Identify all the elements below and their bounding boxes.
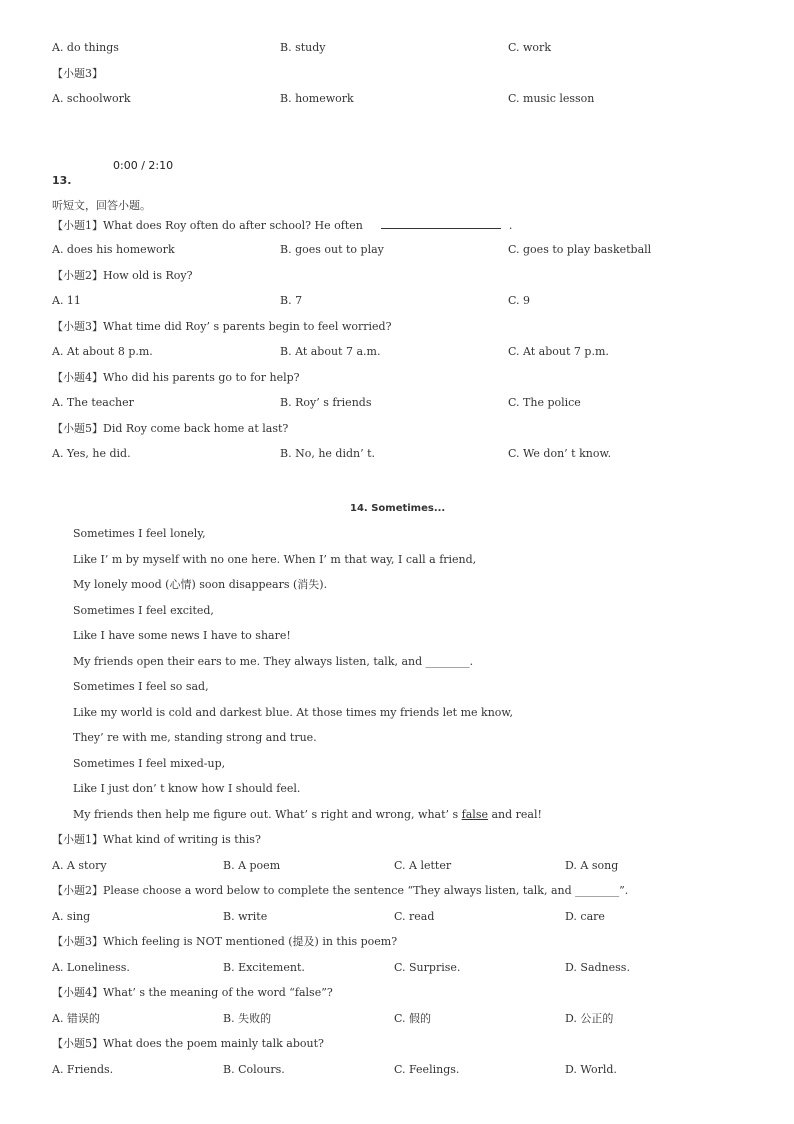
subquestion-label: 【小题5】 (52, 422, 103, 435)
subquestion-label: 【小题5】 (52, 1037, 103, 1050)
option-b: B. write (223, 910, 268, 923)
option-c: C. read (394, 910, 435, 923)
option-c: C. The police (508, 396, 581, 409)
subquestion-label: 【小题3】 (52, 320, 103, 333)
poem-line: Like I just don’ t know how I should feel. (73, 782, 301, 795)
option-d: D. World. (565, 1063, 617, 1076)
option-b: B. goes out to play (280, 243, 384, 256)
option-c: C. A letter (394, 859, 452, 872)
option-a: A. sing (52, 910, 91, 923)
poem-line: Sometimes I feel lonely, (73, 527, 206, 540)
option-b: B. homework (280, 92, 354, 105)
poem-line: Sometimes I feel excited, (73, 603, 214, 617)
option-a: A. 错误的 (52, 1012, 100, 1025)
subquestion (52, 320, 391, 334)
question-title: 14. Sometimes... (350, 503, 446, 514)
poem-line: They’ re with me, standing strong and true. (73, 731, 317, 744)
subquestion (52, 218, 512, 233)
subquestion (52, 371, 300, 385)
poem-line: Sometimes I feel mixed-up, (73, 756, 226, 770)
option-c: C. 假的 (394, 1012, 432, 1025)
subquestion-label: 【小题4】 (52, 986, 103, 999)
subquestion-text: Which feeling is NOT mentioned (提及) in this poem? (103, 935, 398, 948)
underlined-word: false (461, 808, 488, 821)
poem-line: Like I have some news I have to share! (73, 629, 291, 642)
option-b: B. study (280, 41, 326, 54)
option-b: B. No, he didn’ t. (280, 447, 376, 460)
subquestion-text: What does the poem mainly talk about? (103, 1037, 324, 1050)
poem-line: My friends open their ears to me. They always listen, talk, and ________. (73, 654, 474, 668)
option-d: D. A song (565, 859, 619, 872)
answer-blank (381, 218, 501, 229)
subquestion-text: What kind of writing is this? (103, 833, 261, 846)
option-a: A. At about 8 p.m. (52, 345, 153, 358)
option-b: B. Colours. (223, 1063, 285, 1076)
option-c: C. work (508, 41, 551, 54)
option-d: D. Sadness. (565, 961, 630, 974)
option-d: D. 公正的 (565, 1012, 614, 1025)
option-b: B. At about 7 a.m. (280, 345, 381, 358)
option-a: A. Yes, he did. (52, 447, 131, 460)
subquestion-text: What does Roy often do after school? He often (103, 219, 363, 232)
option-a: A. 11 (52, 294, 81, 307)
option-d: D. care (565, 910, 605, 923)
audio-player-time[interactable]: 0:00 / 2:10 (113, 159, 174, 172)
option-c: C. Surprise. (394, 961, 461, 974)
subquestion-label: 【小题1】 (52, 219, 103, 232)
poem-line (73, 808, 542, 822)
subquestion (52, 986, 333, 1000)
subquestion-label: 【小题1】 (52, 833, 103, 846)
poem-line: My lonely mood (心情) soon disappears (消失). (73, 578, 328, 591)
subquestion-label: 【小题3】 (52, 935, 103, 948)
subquestion-label: 【小题4】 (52, 371, 103, 384)
subquestion-text: Did Roy come back home at last? (103, 422, 289, 435)
option-b: B. Roy’ s friends (280, 396, 372, 409)
poem-line-text: and real! (487, 808, 542, 821)
option-c: C. 9 (508, 294, 531, 307)
option-b: B. 失败的 (223, 1012, 272, 1025)
subquestion (52, 884, 628, 898)
subquestion-label: 【小题2】 (52, 269, 103, 282)
subquestion-text: Who did his parents go to for help? (103, 371, 300, 384)
option-a: A. schoolwork (52, 92, 131, 105)
question-number: 13. (52, 174, 72, 187)
subquestion (52, 935, 397, 949)
subquestion-text: How old is Roy? (103, 269, 193, 282)
subquestion-text: Please choose a word below to complete the sentence “They always listen, talk, and ________”. (103, 884, 629, 897)
subquestion (52, 422, 288, 436)
poem-line-text: My friends then help me figure out. What’ s right and wrong, what’ s (73, 808, 462, 821)
poem-line: Sometimes I feel so sad, (73, 680, 209, 693)
instruction: 听短文，回答小题。 (52, 199, 151, 212)
option-a: A. Loneliness. (52, 961, 130, 974)
option-a: A. The teacher (52, 396, 134, 409)
option-b: B. 7 (280, 294, 303, 307)
option-c: C. Feelings. (394, 1063, 460, 1076)
subquestion-label: 【小题2】 (52, 884, 103, 897)
subquestion (52, 833, 261, 847)
subquestion (52, 1037, 324, 1051)
subquestion (52, 269, 192, 283)
option-a: A. A story (52, 859, 107, 872)
subquestion-suffix: . (508, 219, 513, 232)
option-a: A. do things (52, 41, 119, 54)
poem-line: Like my world is cold and darkest blue. At those times my friends let me know, (73, 705, 514, 719)
option-c: C. goes to play basketball (508, 243, 652, 256)
subquestion-text: What time did Roy’ s parents begin to feel worried? (103, 320, 392, 333)
option-c: C. We don’ t know. (508, 447, 612, 460)
option-b: B. A poem (223, 859, 281, 872)
subquestion-label: 【小题3】 (52, 67, 103, 80)
option-a: A. Friends. (52, 1063, 114, 1076)
option-a: A. does his homework (52, 243, 175, 256)
option-c: C. music lesson (508, 92, 595, 105)
subquestion-text: What’ s the meaning of the word “false”? (103, 986, 333, 999)
option-b: B. Excitement. (223, 961, 305, 974)
option-c: C. At about 7 p.m. (508, 345, 609, 358)
poem-line: Like I’ m by myself with no one here. When I’ m that way, I call a friend, (73, 552, 477, 566)
